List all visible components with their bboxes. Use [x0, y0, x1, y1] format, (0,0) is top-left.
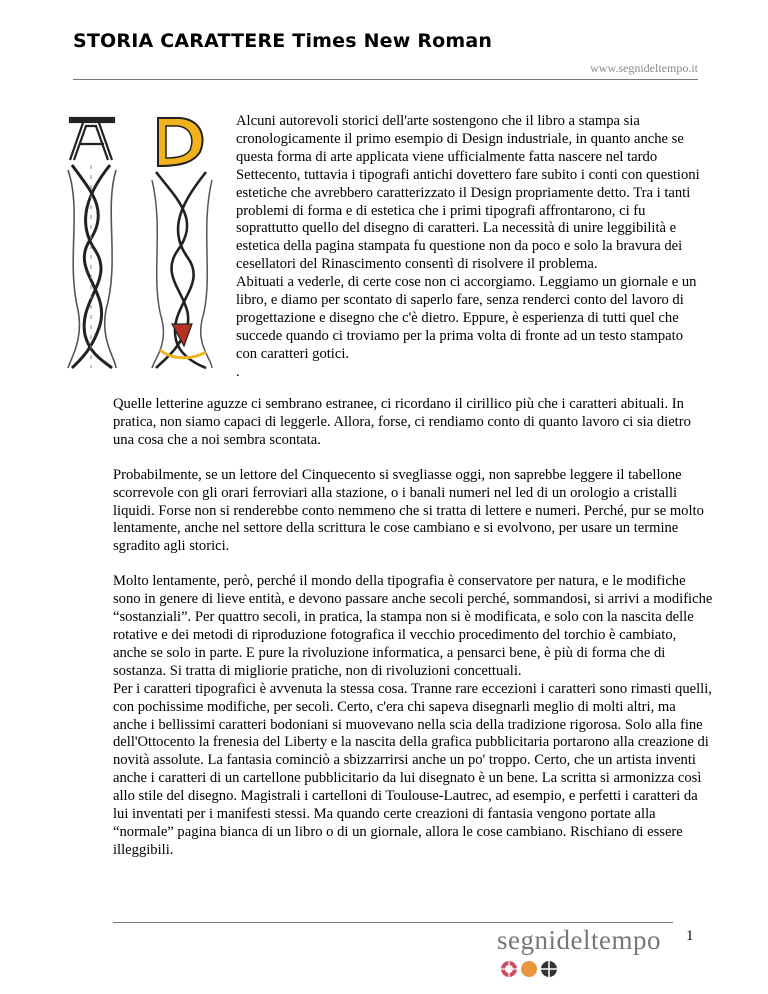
- document-title: STORIA CARATTERE Times New Roman: [73, 30, 493, 52]
- decorative-letters-image: [60, 110, 228, 372]
- logo-pink-ornament-icon: [501, 961, 517, 977]
- page-number: 1: [686, 928, 694, 944]
- body-text-block: [113, 396, 713, 877]
- body-paragraph-1: Quelle letterine aguzze ci sembrano estranee, ci ricordano il cirillico più che i caratteri abituali. In pratica, non siamo capaci di leggerle. Allora, forse, ci rendiamo conto di quanto lavoro ci sia dietro una cosa che a noi sembra scontata.: [113, 396, 691, 448]
- site-url[interactable]: www.segnideltempo.it: [590, 61, 698, 75]
- header-divider: [73, 79, 698, 80]
- body-paragraph-4: Per i caratteri tipografici è avvenuta la stessa cosa. Tranne rare eccezioni i caratteri sono rimasti quelli, con pochissime modifiche, per secoli. Certo, c'era chi sapeva disegnarli meglio di molti altri, ma anche i bellissimi caratteri bodoniani si muovevano nella scia della tradizione rigorosa. Solo alla fine dell'Ottocento la frenesia del Liberty e la nascita della grafica pubblicitaria portarono alla creazione di novità assolute. La fantasia cominciò a sbizzarrirsi anche un po' troppo. Certo, che un artista inventi anche i caratteri di un cartellone pubblicitario da lui disegnato è un bene. La scritta si armonizza così allo stile del disegno. Magistrali i cartelloni di Toulouse-Lautrec, ad esempio, e perfetti i caratteri da lui inventati per i manifesti stessi. Ma quando certe creazioni di fantasia vengono portate alla “normale” pagina bianca di un libro o di un giornale, allora le cose cambiano. Rischiano di essere illeggibili.: [113, 680, 712, 858]
- intro-text-block: [236, 113, 706, 382]
- brand-logo-text: segnideltempo: [497, 925, 661, 955]
- intro-paragraph-2: Abituati a vederle, di certe cose non ci accorgiamo. Leggiamo un giornale e un libro, e diamo per scontato di saperlo fare, senza renderci conto del lavoro di progettazione e disegno che c'è dietro. Eppure, è esperienza di tutti quel che succede quando ci troviamo per la prima volta di fronte ad un testo stampato con caratteri gotici.: [236, 274, 697, 362]
- intro-dot: .: [236, 363, 240, 380]
- body-paragraph-2: Probabilmente, se un lettore del Cinquecento si svegliasse oggi, non saprebbe leggere il tabellone scorrevole con gli orari ferroviari alla stazione, o i banali numeri nel led di un orologio a cristalli liquidi. Forse non si renderebbe conto nemmeno che si tratta di lettere e numeri. Perché, pur se molto lentamente, anche nel settore della scrittura le cose cambiano e si evolvono, per usare un termine sgradito agli storici.: [113, 466, 704, 555]
- intro-paragraph: Alcuni autorevoli storici dell'arte sostengono che il libro a stampa sia cronologicamente il primo esempio di Design industriale, in quanto anche se questa forma di arte applicata viene ufficialmente fatta nascere nel tardo Settecento, tuttavia i tipografi antichi dovettero fare subito i conti con questioni estetiche che avrebbero caratterizzato il Design propriamente detto. Tra i tanti problemi di forma e di estetica che i primi tipografi affrontarono, ci fu soprattutto quello del disegno di caratteri. La necessità di unire leggibilità e estetica della pagina stampata fu questione non da poco e solo la bravura dei cesellatori del Rinascimento consentì di risolvere il problema.: [236, 113, 700, 273]
- logo-orange-dot-icon: [521, 961, 537, 977]
- brand-logo-symbols-icon: [499, 958, 579, 980]
- footer-divider: [113, 922, 673, 923]
- logo-dark-cross-icon: [541, 961, 557, 977]
- body-paragraph-3: Molto lentamente, però, perché il mondo della tipografia è conservatore per natura, e le modifiche sono in genere di lieve entità, e devono passare anche secoli perché, sommandosi, si arrivi a modifiche “sostanziali”. Per quattro secoli, in pratica, la stampa non si è modificata, e solo con la nascita delle rotative e dei metodi di riproduzione fotografica il vecchio procedimento del torchio è cambiato, anche se solo in parte. E pure la rivoluzione informatica, a pensarci bene, è più di forma che di sostanza. Si tratta di migliorie pratiche, non di rivoluzioni concettuali.: [113, 573, 713, 679]
